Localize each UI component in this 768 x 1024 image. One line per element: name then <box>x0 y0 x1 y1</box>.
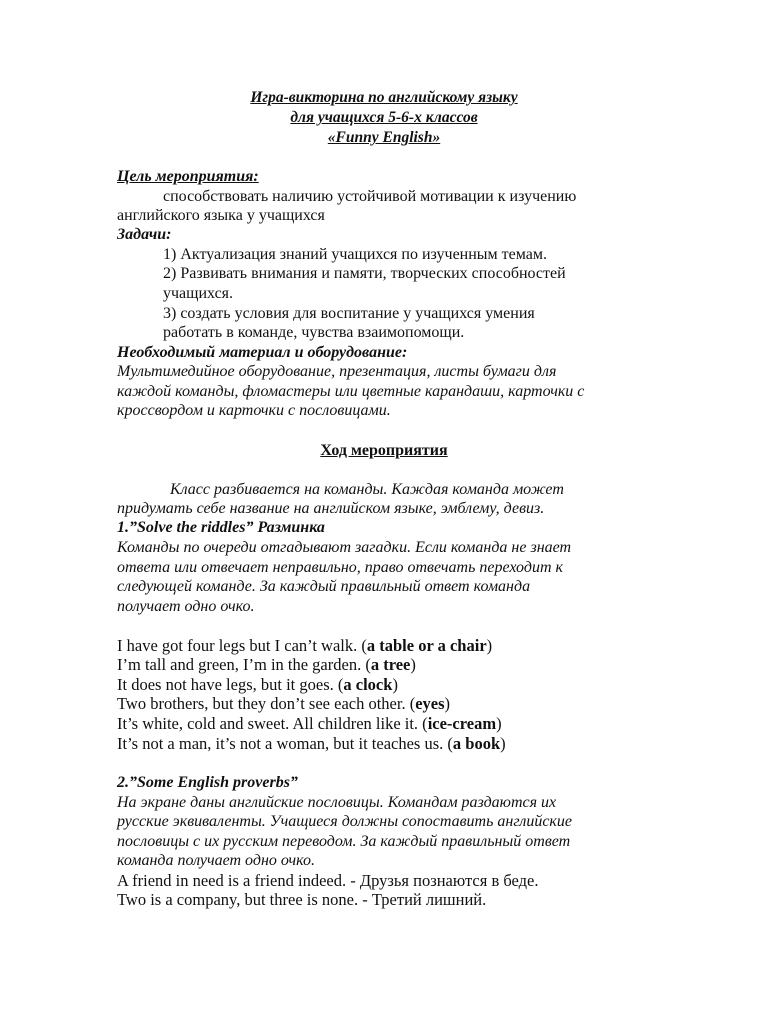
riddle-line: I’m tall and green, I’m in the garden. (a tree) <box>117 655 416 674</box>
task-line: учащихся. <box>163 285 234 302</box>
riddle-answer: ice-cream <box>427 714 497 733</box>
riddle-answer: a tree <box>370 655 411 674</box>
task-line: 2) Развивать внимания и памяти, творческих способностей <box>163 265 566 282</box>
intro-line: придумать себе название на английском языке, эмблему, девиз. <box>117 500 545 517</box>
section2-line: команда получает одно очко. <box>117 852 315 869</box>
materials-line: кроссвордом и карточки с пословицами. <box>117 402 391 419</box>
riddle-line: It’s white, cold and sweet. All children like it. (ice-cream) <box>117 714 502 733</box>
riddle-line: I have got four legs but I can’t walk. (a table or a chair) <box>117 636 493 655</box>
goal-line: способствовать наличию устойчивой мотивации к изучению <box>163 188 577 205</box>
goal-line: английского языка у учащихся <box>117 207 325 224</box>
title-line-3: «Funny English» <box>327 129 441 146</box>
riddle-line: It does not have legs, but it goes. (a clock) <box>117 675 398 694</box>
title-line-1: Игра-викторина по английскому языку <box>250 89 518 106</box>
materials-heading: Необходимый материал и оборудование: <box>117 344 408 361</box>
riddle-line: Two brothers, but they don’t see each other. (eyes) <box>117 694 451 713</box>
section1-line: ответа или отвечает неправильно, право отвечать переходит к <box>117 559 563 576</box>
section2-line: На экране даны английские пословицы. Командам раздаются их <box>117 794 557 811</box>
proverb-line: A friend in need is a friend indeed. - Друзья познаются в беде. <box>117 871 539 890</box>
materials-line: каждой команды, фломастеры или цветные карандаши, карточки с <box>117 383 585 400</box>
section2-heading: 2.”Some English proverbs” <box>117 774 298 791</box>
intro-line: Класс разбивается на команды. Каждая команда может <box>170 481 564 498</box>
section1-heading: 1.”Solve the riddles” Разминка <box>117 519 325 536</box>
section2-line: пословицы с их русским переводом. За каждый правильный ответ <box>117 833 571 850</box>
task-line: 1) Актуализация знаний учащихся по изученным темам. <box>163 246 548 263</box>
section1-line: получает одно очко. <box>117 598 255 615</box>
section1-line: следующей команде. За каждый правильный ответ команда <box>117 578 531 595</box>
riddle-answer: a book <box>452 734 501 753</box>
riddle-line: It’s not a man, it’s not a woman, but it teaches us. (a book) <box>117 734 506 753</box>
title-line-2: для учащихся 5-6-х классов <box>290 109 478 126</box>
proverb-line: Two is a company, but three is none. - Третий лишний. <box>117 890 487 909</box>
section2-line: русские эквиваленты. Учащиеся должны сопоставить английские <box>117 813 573 830</box>
task-line: работать в команде, чувства взаимопомощи. <box>163 324 465 341</box>
task-line: 3) создать условия для воспитание у учащихся умения <box>163 305 535 322</box>
riddle-answer: a clock <box>343 675 393 694</box>
materials-line: Мультимедийное оборудование, презентация, листы бумаги для <box>117 363 557 380</box>
riddle-answer: a table or a chair <box>366 636 487 655</box>
tasks-heading: Задачи: <box>117 226 172 243</box>
section1-line: Команды по очереди отгадывают загадки. Если команда не знает <box>117 539 572 556</box>
riddle-answer: eyes <box>415 694 445 713</box>
goal-heading: Цель мероприятия: <box>117 168 259 185</box>
progress-heading: Ход мероприятия <box>320 442 448 459</box>
